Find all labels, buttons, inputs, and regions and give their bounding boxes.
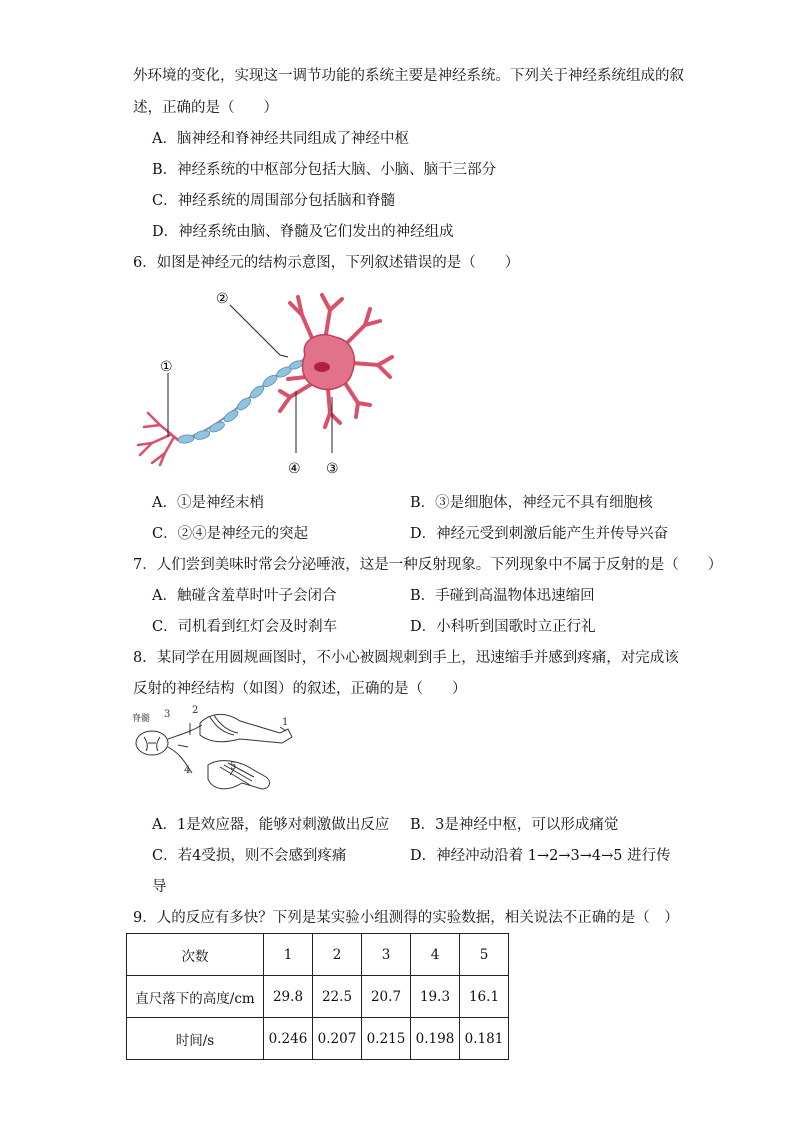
- reflex-label-1: 1: [282, 717, 289, 728]
- table-header-cell: 4: [411, 934, 460, 976]
- q7-option-b: B．手碰到高温物体迅速缩回: [410, 588, 595, 604]
- table-cell: 0.207: [313, 1018, 362, 1060]
- table-cell: 直尺落下的高度/cm: [127, 976, 264, 1018]
- table-header-cell: 次数: [127, 934, 264, 976]
- table-cell: 29.8: [264, 976, 313, 1018]
- neuron-label-4: ④: [288, 461, 301, 477]
- reflex-label-5: 5: [230, 761, 237, 772]
- q8-option-d-wrap: 导: [152, 879, 167, 895]
- table-cell: 20.7: [362, 976, 411, 1018]
- q5-option-c: C．神经系统的周围部分包括脑和脊髓: [152, 193, 396, 209]
- table-cell: 16.1: [460, 976, 509, 1018]
- table-row: [127, 1018, 509, 1060]
- q8-stem-line1: 8．某同学在用圆规画图时，不小心被圆规刺到手上，迅速缩手并感到疼痛，对完成该: [133, 650, 679, 666]
- table-cell: 时间/s: [127, 1018, 264, 1060]
- q6-option-b: B．③是细胞体，神经元不具有细胞核: [410, 495, 653, 511]
- table-header-cell: 3: [362, 934, 411, 976]
- table-row: [127, 976, 509, 1018]
- reflex-label-spine: 脊髓: [132, 714, 151, 724]
- q7-stem: 7．人们尝到美味时常会分泌唾液，这是一种反射现象。下列现象中不属于反射的是（ ）: [133, 557, 723, 573]
- q5-option-b: B．神经系统的中枢部分包括大脑、小脑、脑干三部分: [152, 162, 497, 178]
- q7-option-a: A．触碰含羞草时叶子会闭合: [152, 588, 337, 604]
- q9-stem: 9．人的反应有多快？下列是某实验小组测得的实验数据，相关说法不正确的是（ ）: [133, 910, 679, 926]
- reflex-arc-diagram: [130, 703, 300, 803]
- reflex-label-3: 3: [164, 709, 171, 720]
- q8-stem-line2: 反射的神经结构（如图）的叙述，正确的是（ ）: [133, 681, 467, 697]
- table-cell: 0.198: [411, 1018, 460, 1060]
- neuron-label-1: ①: [160, 359, 173, 375]
- q8-option-a: A．1是效应器，能够对刺激做出反应: [152, 817, 390, 833]
- table-cell: 0.215: [362, 1018, 411, 1060]
- reflex-label-2: 2: [192, 705, 199, 716]
- q5-stem-line2: 述，正确的是（ ）: [133, 100, 278, 116]
- q6-stem: 6．如图是神经元的结构示意图，下列叙述错误的是（ ）: [133, 255, 520, 271]
- q5-option-a: A．脑神经和脊神经共同组成了神经中枢: [152, 131, 409, 147]
- neuron-label-3: ③: [326, 461, 339, 477]
- neuron-diagram: [130, 285, 400, 480]
- table-cell: 0.246: [264, 1018, 313, 1060]
- neuron-label-2: ②: [216, 291, 229, 307]
- q7-option-d: D．小科听到国歌时立正行礼: [410, 619, 596, 635]
- table-header-cell: 5: [460, 934, 509, 976]
- q8-option-c: C．若4受损，则不会感到疼痛: [152, 848, 347, 864]
- reaction-data-table: [126, 933, 509, 1060]
- reflex-label-4: 4: [184, 765, 191, 776]
- table-cell: 22.5: [313, 976, 362, 1018]
- q7-option-c: C．司机看到红灯会及时刹车: [152, 619, 338, 635]
- table-header-cell: 1: [264, 934, 313, 976]
- q5-option-d: D．神经系统由脑、脊髓及它们发出的神经组成: [152, 224, 454, 240]
- table-row: [127, 934, 509, 976]
- table-cell: 0.181: [460, 1018, 509, 1060]
- table-header-cell: 2: [313, 934, 362, 976]
- q5-stem-line1: 外环境的变化，实现这一调节功能的系统主要是神经系统。下列关于神经系统组成的叙: [133, 68, 684, 84]
- q8-option-d: D．神经冲动沿着 1→2→3→4→5 进行传: [410, 848, 671, 864]
- table-cell: 19.3: [411, 976, 460, 1018]
- q8-option-b: B．3是神经中枢，可以形成痛觉: [410, 817, 619, 833]
- q6-option-a: A．①是神经末梢: [152, 495, 264, 511]
- q6-option-c: C．②④是神经元的突起: [152, 526, 309, 542]
- q6-option-d: D．神经元受到刺激后能产生并传导兴奋: [410, 526, 669, 542]
